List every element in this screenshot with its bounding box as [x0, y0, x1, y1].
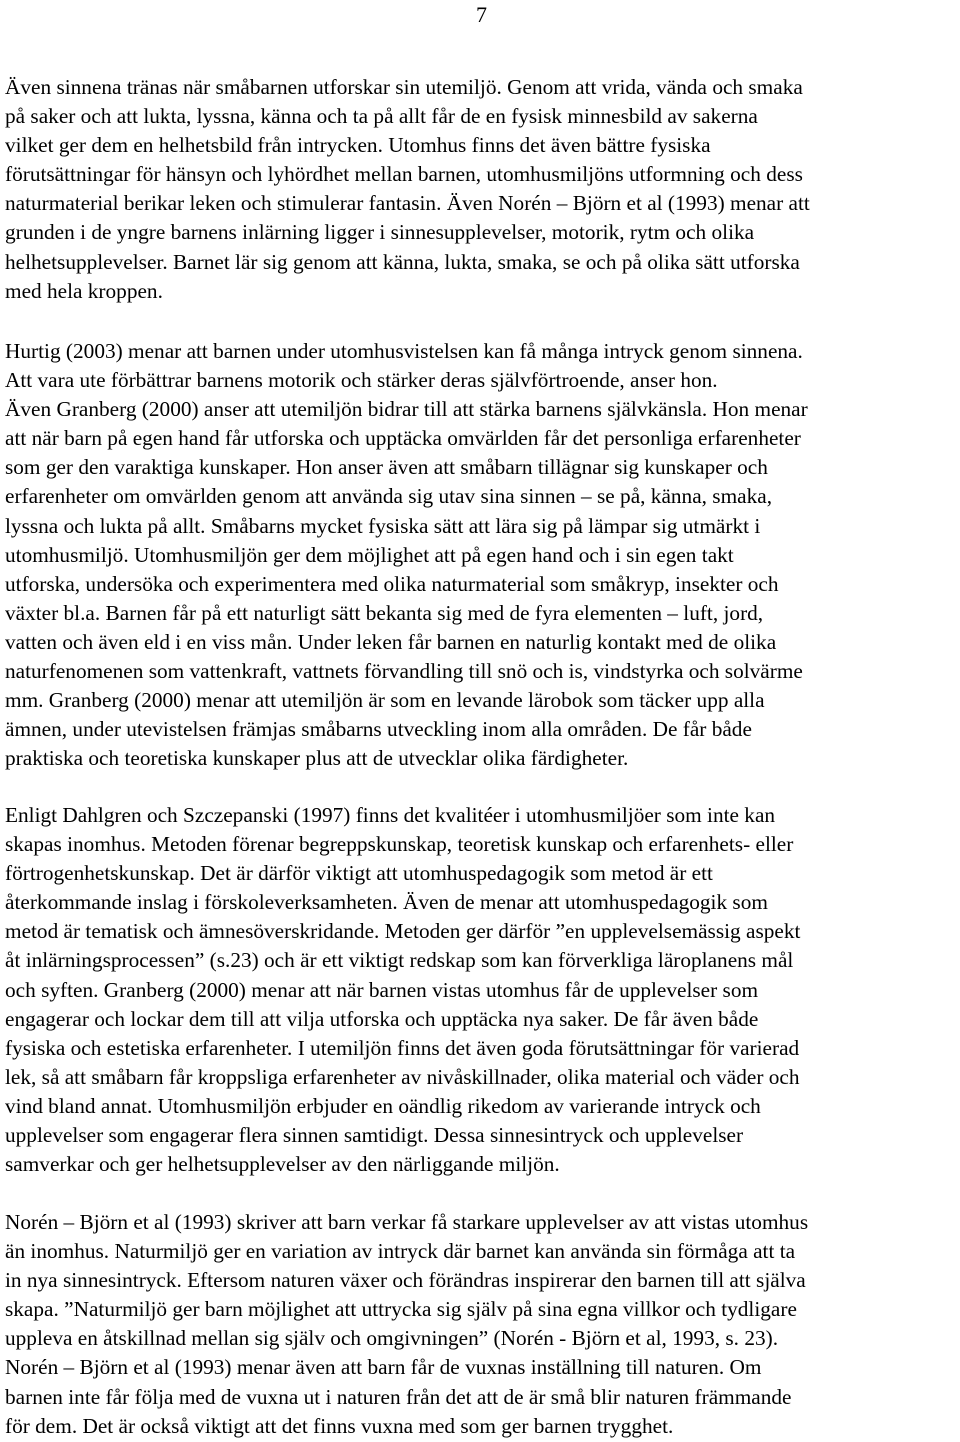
text-line: helhetsupplevelser. Barnet lär sig genom att känna, lukta, smaka, se och på olika sätt utforska — [5, 249, 800, 274]
paragraph-3 — [5, 801, 955, 1179]
text-line: för dem. Det är också viktigt att det finns vuxna med som ger barnen trygghet. — [5, 1413, 674, 1438]
text-line: skapas inomhus. Metoden förenar begreppskunskap, teoretisk kunskap och erfarenhets- eller — [5, 832, 794, 857]
text-line: förutsättningar för hänsyn och lyhördhet mellan barnen, utomhusmiljöns utformning och dess — [5, 162, 803, 187]
text-line: med hela kroppen. — [5, 278, 163, 303]
text-line: in nya sinnesintryck. Eftersom naturen växer och förändras inspirerar den barnen till att själva — [5, 1268, 806, 1293]
text-line: upplevelser som engagerar flera sinnen samtidigt. Dessa sinnesintryck och upplevelser — [5, 1123, 744, 1148]
text-line: praktiska och teoretiska kunskaper plus att de utvecklar olika färdigheter. — [5, 746, 629, 771]
text-line: och syften. Granberg (2000) menar att när barnen vistas utomhus får de upplevelser som — [5, 977, 759, 1002]
text-line: växter bl.a. Barnen får på ett naturligt sätt bekanta sig med de fyra elementen – luft, jord, — [5, 600, 764, 625]
text-line: Hurtig (2003) menar att barnen under utomhusvistelsen kan få många intryck genom sinnena. — [5, 339, 803, 363]
text-line: fysiska och estetiska erfarenheter. I utemiljön finns det även goda förutsättningar för varierad — [5, 1035, 800, 1060]
text-line: skapa. ”Naturmiljö ger barn möjlighet att uttrycka sig själv på sina egna villkor och tydligare — [5, 1297, 797, 1322]
text-line: återkommande inslag i förskoleverksamheten. Även de menar att utomhuspedagogik som — [5, 890, 768, 915]
page-number: 7 — [476, 2, 487, 27]
text-line: erfarenheter om omvärlden genom att använda sig utav sina sinnen – se på, känna, smaka, — [5, 484, 773, 509]
text-line: utforska, undersöka och experimentera med olika naturmaterial som småkryp, insekter och — [5, 571, 779, 596]
text-line: Norén – Björn et al (1993) menar även att barn får de vuxnas inställning till naturen. Om — [5, 1355, 762, 1380]
text-line: vilket ger dem en helhetsbild från intrycken. Utomhus finns det även bättre fysiska — [5, 133, 711, 158]
text-line: Norén – Björn et al (1993) skriver att barn verkar få starkare upplevelser av att vistas utomhus — [5, 1210, 809, 1234]
text-line: åt inlärningsprocessen” (s.23) och är ett viktigt redskap som kan förverkliga läroplanens mål — [5, 948, 794, 973]
text-line: Att vara ute förbättrar barnens motorik och stärker deras självförtroende, anser hon. — [5, 368, 718, 393]
text-line: att när barn på egen hand får utforska och upptäcka omvärlden får det personliga erfarenheter — [5, 426, 801, 451]
text-line: vind bland annat. Utomhusmiljön erbjuder en oändlig rikedom av varierande intryck och — [5, 1093, 761, 1118]
text-line: engagerar och lockar dem till att vilja utforska och upptäcka nya saker. De får även både — [5, 1006, 759, 1031]
text-line: utomhusmiljö. Utomhusmiljön ger dem möjlighet att på egen hand och i sin egen takt — [5, 542, 734, 567]
text-line: än inomhus. Naturmiljö ger en variation av intryck där barnet kan använda sin förmåga att ta — [5, 1239, 796, 1264]
text-line: mm. Granberg (2000) menar att utemiljön är som en levande lärobok som täcker upp alla — [5, 688, 765, 713]
text-line: förtrogenhetskunskap. Det är därför viktigt att utomhuspedagogik som metod är ett — [5, 861, 713, 886]
paragraph-4 — [5, 1208, 955, 1441]
text-line: som ger den varaktiga kunskaper. Hon anser även att småbarn tillägnar sig kunskaper och — [5, 455, 768, 480]
text-line: metod är tematisk och ämnesöverskridande. Metoden ger därför ”en upplevelsemässig aspekt — [5, 919, 801, 944]
text-line: Enligt Dahlgren och Szczepanski (1997) finns det kvalitéer i utomhusmiljöer som inte kan — [5, 803, 776, 827]
text-line: lyssna och lukta på allt. Småbarns mycket fysiska sätt att lära sig på lämpar sig utmärkt i — [5, 513, 761, 538]
text-line: Även Granberg (2000) anser att utemiljön bidrar till att stärka barnens självkänsla. Hon menar — [5, 397, 808, 422]
text-line: barnen inte får följa med de vuxna ut i naturen från det att de är små blir naturen främmande — [5, 1384, 792, 1409]
text-line: naturfenomenen som vattenkraft, vattnets förvandling till snö och is, vindstyrka och solvärme — [5, 659, 803, 684]
text-line: naturmaterial berikar leken och stimulerar fantasin. Även Norén – Björn et al (1993) menar att — [5, 191, 810, 216]
paragraph-1 — [5, 73, 955, 306]
text-line: vatten och även eld i en viss mån. Under leken får barnen en naturlig kontakt med de olika — [5, 629, 777, 654]
text-line: Även sinnena tränas när småbarnen utforskar sin utemiljö. Genom att vrida, vända och smaka — [5, 75, 803, 99]
text-line: på saker och att lukta, lyssna, känna och ta på allt får de en fysisk minnesbild av sakerna — [5, 104, 758, 129]
text-line: lek, så att småbarn får kroppsliga erfarenheter av nivåskillnader, olika material och väder och — [5, 1064, 800, 1089]
text-line: ämnen, under utevistelsen främjas småbarns utveckling inom alla områden. De får både — [5, 717, 752, 742]
text-line: samverkar och ger helhetsupplevelser av den närliggande miljön. — [5, 1152, 560, 1177]
paragraph-2 — [5, 337, 955, 773]
text-line: grunden i de yngre barnens inlärning ligger i sinnesupplevelser, motorik, rytm och olika — [5, 220, 755, 245]
text-line: uppleva en åtskillnad mellan sig själv och omgivningen” (Norén - Björn et al, 1993, s. 23). — [5, 1326, 779, 1351]
